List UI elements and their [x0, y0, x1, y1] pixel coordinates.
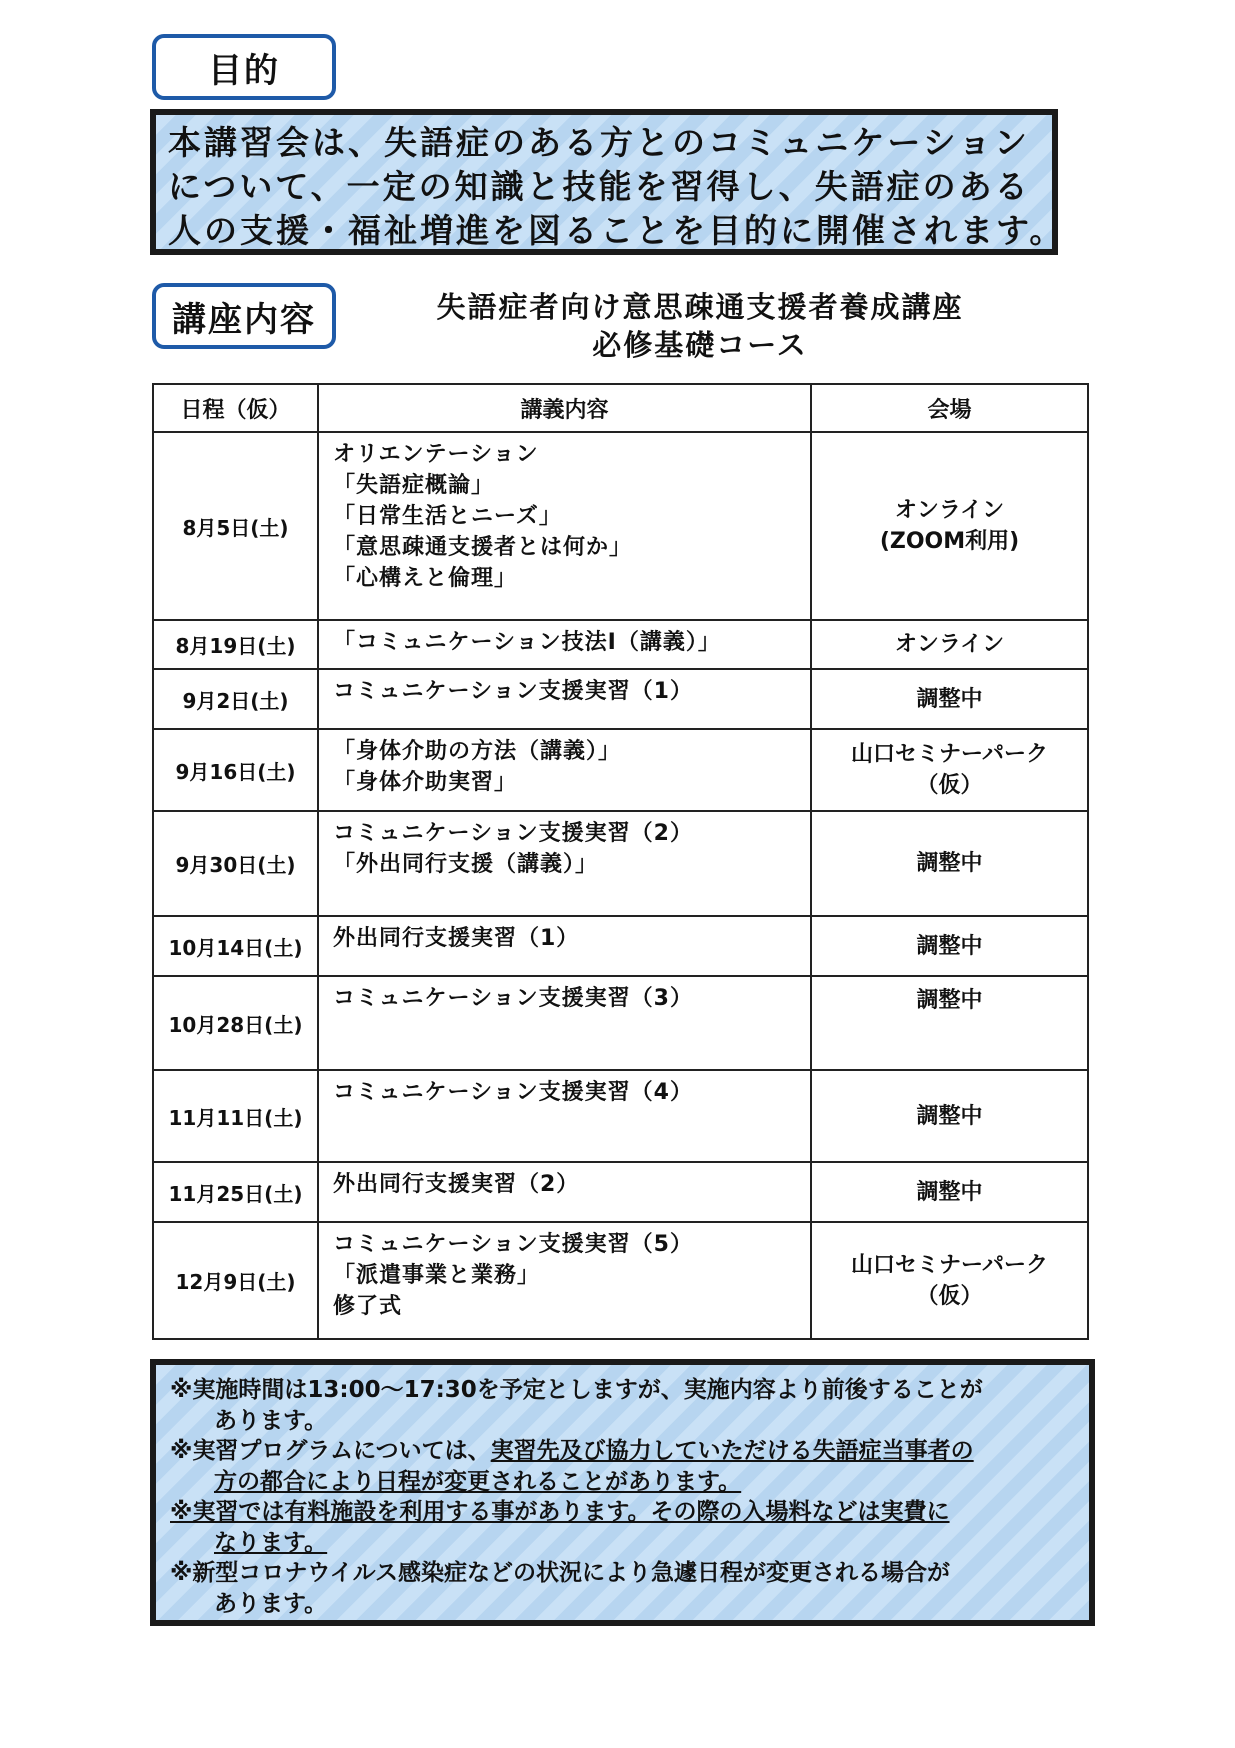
content-line: コミュニケーション支援実習（3） [333, 986, 693, 1011]
schedule-table [152, 383, 1089, 1340]
note-4-line-2: あります。 [214, 1590, 328, 1617]
purpose-label-text: 目的 [208, 50, 280, 91]
row-date: 9月16日(土) [153, 729, 318, 811]
table-row [153, 1162, 1088, 1222]
note-4-line-1: ※新型コロナウイルス感染症などの状況により急遽日程が変更される場合が [170, 1560, 950, 1586]
content-line: 「コミュニケーション技法Ⅰ（講義）」 [333, 630, 721, 655]
header-content: 講義内容 [318, 384, 811, 432]
purpose-line: 本講習会は、失語症のある方とのコミュニケーション [168, 123, 1031, 162]
table-row [153, 432, 1088, 620]
course-label-text: 講座内容 [172, 299, 316, 340]
row-date: 11月25日(土) [153, 1162, 318, 1222]
venue-line: 調整中 [916, 933, 983, 959]
content-line: コミュニケーション支援実習（1） [333, 679, 693, 704]
venue-line: (ZOOM利用) [879, 529, 1020, 554]
note-1-line-2: あります。 [214, 1407, 328, 1434]
row-venue [811, 916, 1088, 976]
venue-line: 調整中 [916, 1179, 983, 1205]
content-line: 「意思疎通支援者とは何か」 [333, 535, 633, 560]
note-1-line-1: ※実施時間は13:00～17:30を予定としますが、実施内容より前後することが [170, 1377, 983, 1403]
row-content [318, 976, 811, 1070]
course-title-line1: 失語症者向け意思疎通支援者養成講座 [436, 290, 964, 324]
venue-line: 調整中 [916, 1103, 983, 1129]
table-row [153, 729, 1088, 811]
row-content [318, 916, 811, 976]
purpose-label [152, 34, 336, 100]
header-date: 日程（仮） [153, 384, 318, 432]
content-line: 「失語症概論」 [333, 473, 495, 498]
row-venue [811, 620, 1088, 669]
table-row [153, 976, 1088, 1070]
table-row [153, 811, 1088, 916]
row-date: 12月9日(土) [153, 1222, 318, 1339]
row-venue [811, 432, 1088, 620]
row-content [318, 1070, 811, 1162]
content-line: 「心構えと倫理」 [333, 566, 518, 591]
row-date: 10月14日(土) [153, 916, 318, 976]
row-date: 8月19日(土) [153, 620, 318, 669]
row-venue [811, 976, 1088, 1070]
purpose-line: 人の支援・福祉増進を図ることを目的に開催されます。 [168, 211, 1066, 250]
venue-line: 調整中 [916, 988, 983, 1013]
table-row [153, 669, 1088, 729]
row-date: 9月30日(土) [153, 811, 318, 916]
row-content [318, 1162, 811, 1222]
purpose-line: について、一定の知識と技能を習得し、失語症のある [168, 167, 1031, 206]
row-venue [811, 1222, 1088, 1339]
content-line: 「派遣事業と業務」 [333, 1263, 541, 1288]
venue-line: 調整中 [916, 851, 983, 876]
venue-line: （仮） [916, 1283, 983, 1309]
content-line: 「外出同行支援（講義）」 [333, 852, 599, 877]
row-date: 9月2日(土) [153, 669, 318, 729]
row-venue [811, 811, 1088, 916]
header-venue: 会場 [811, 384, 1088, 432]
table-row [153, 916, 1088, 976]
content-line: 「日常生活とニーズ」 [333, 504, 562, 529]
venue-line: オンライン [894, 498, 1005, 523]
table-row [153, 620, 1088, 669]
row-content [318, 669, 811, 729]
course-title [330, 288, 1070, 364]
row-content [318, 432, 811, 620]
table-row [153, 1070, 1088, 1162]
venue-line: 山口セミナーパーク [851, 742, 1048, 767]
venue-line: 調整中 [916, 686, 983, 712]
content-line: 「身体介助の方法（講義）」 [333, 739, 622, 764]
content-line: コミュニケーション支援実習（4） [333, 1080, 693, 1105]
purpose-box [150, 109, 1066, 255]
note-3-line-2: なります。 [214, 1529, 328, 1556]
content-line: コミュニケーション支援実習（2） [333, 821, 693, 846]
note-3-line-1: ※実習では有料施設を利用する事があります。その際の入場料などは実費に [170, 1499, 950, 1525]
content-line: 修了式 [333, 1294, 403, 1319]
row-date: 8月5日(土) [153, 432, 318, 620]
note-2-prefix: ※実習プログラムについては、 [170, 1438, 491, 1464]
row-venue [811, 669, 1088, 729]
note-2-line-1 [170, 1436, 1075, 1467]
note-2-line-2: 方の都合により日程が変更されることがあります。 [214, 1468, 742, 1495]
content-line: 外出同行支援実習（2） [333, 1172, 580, 1197]
table-header-row [153, 384, 1088, 432]
row-content [318, 1222, 811, 1339]
table-row [153, 1222, 1088, 1339]
row-venue [811, 729, 1088, 811]
row-venue [811, 1162, 1088, 1222]
content-line: 外出同行支援実習（1） [333, 926, 580, 951]
row-content [318, 620, 811, 669]
notes-box [150, 1359, 1095, 1626]
course-title-line2: 必修基礎コース [592, 328, 808, 362]
row-date: 10月28日(土) [153, 976, 318, 1070]
content-line: 「身体介助実習」 [333, 770, 518, 795]
venue-line: （仮） [916, 773, 983, 798]
row-content [318, 811, 811, 916]
row-content [318, 729, 811, 811]
venue-line: オンライン [894, 632, 1005, 657]
content-line: コミュニケーション支援実習（5） [333, 1232, 693, 1257]
venue-line: 山口セミナーパーク [851, 1252, 1048, 1278]
row-date: 11月11日(土) [153, 1070, 318, 1162]
content-line: オリエンテーション [333, 442, 539, 467]
course-label [152, 283, 336, 349]
row-venue [811, 1070, 1088, 1162]
note-2-underlined: 実習先及び協力していただける失語症当事者の [490, 1438, 974, 1464]
